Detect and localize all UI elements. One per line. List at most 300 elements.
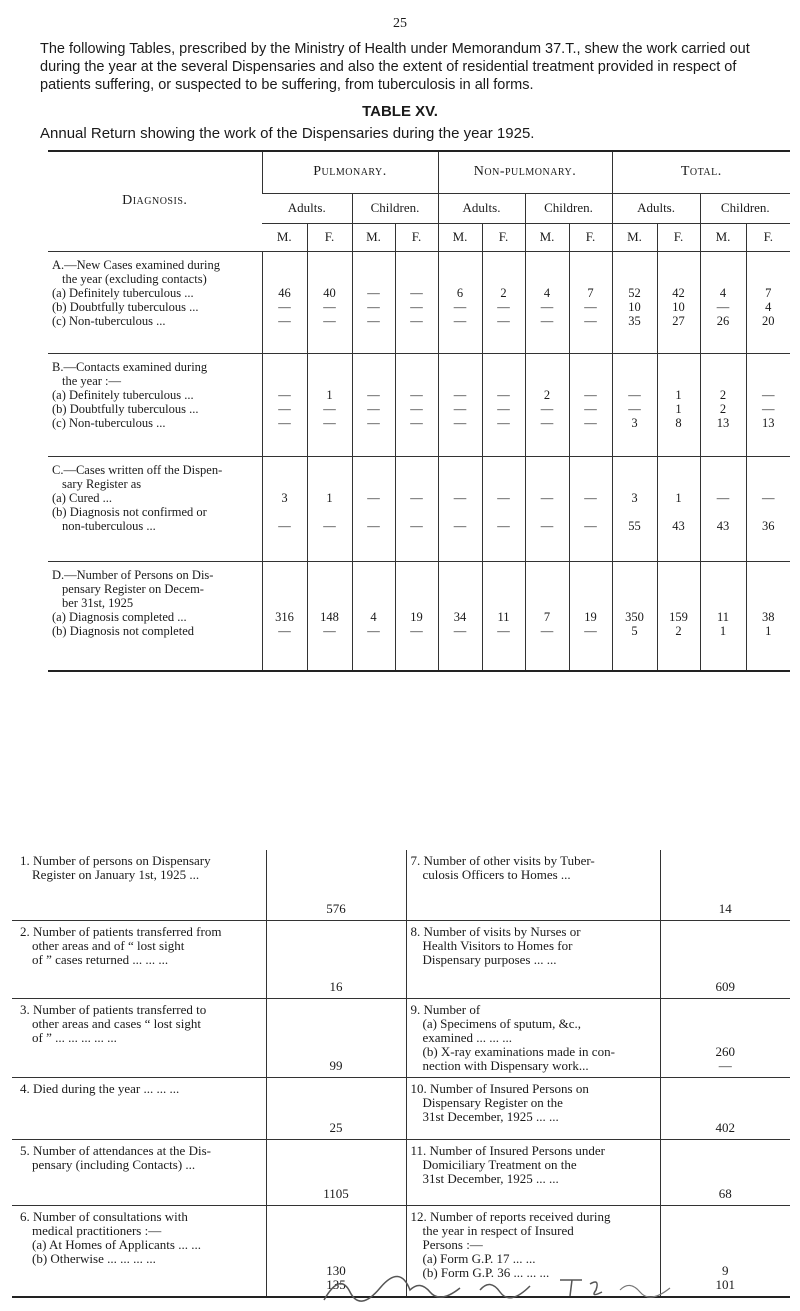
item-line: Persons :— xyxy=(422,1236,483,1252)
cell-value: — xyxy=(278,518,291,533)
sex-header-m: M. xyxy=(525,223,569,251)
data-cell xyxy=(395,353,438,456)
cell-value: — xyxy=(497,401,510,416)
section-row xyxy=(48,353,790,456)
data-cell xyxy=(482,561,525,671)
cell-value: — xyxy=(367,285,380,300)
cell-value xyxy=(747,505,791,519)
cell-value: — xyxy=(584,299,597,314)
cell-value: — xyxy=(367,387,380,402)
cell-value: 40 xyxy=(323,285,336,300)
label-line: D.—Number of Persons on Dis- xyxy=(52,567,214,582)
cell-value xyxy=(701,505,746,519)
cell-value: 2 xyxy=(500,285,507,300)
cell-value: 4 xyxy=(719,285,727,300)
item-line: 9. Number of xyxy=(410,1001,481,1017)
item-line: Register on January 1st, 1925 ... xyxy=(32,867,200,882)
cell-value: 7 xyxy=(765,285,772,300)
summary-item-label xyxy=(12,1077,266,1139)
cell-value: 43 xyxy=(672,518,685,533)
cell-value: 1 xyxy=(719,623,727,638)
sex-header-f: F. xyxy=(746,223,790,251)
cell-value: 35 xyxy=(628,313,641,328)
section-row xyxy=(48,456,790,561)
cell-value: — xyxy=(410,387,423,402)
label-line: (b) Doubtfully tuberculous ... xyxy=(52,401,199,416)
value: 101 xyxy=(715,1277,735,1292)
cell-value: 52 xyxy=(628,285,641,300)
cell-value: 1 xyxy=(675,387,682,402)
data-cell xyxy=(746,251,790,353)
cell-value: — xyxy=(367,518,380,533)
cell-value: — xyxy=(453,490,467,505)
cell-value: — xyxy=(410,299,423,314)
pulmonary-adults-header: Adults. xyxy=(262,193,352,223)
item-line: 6. Number of consultations with xyxy=(20,1208,188,1224)
section-label xyxy=(48,561,262,671)
cell-value: — xyxy=(278,313,291,328)
label-line: (b) Doubtfully tuberculous ... xyxy=(52,299,199,314)
data-cell xyxy=(438,456,482,561)
cell-value: 1 xyxy=(675,490,682,505)
cell-value: — xyxy=(453,387,467,402)
summary-item-value xyxy=(266,920,406,998)
cell-value: — xyxy=(323,299,336,314)
sex-header-f: F. xyxy=(307,223,352,251)
cell-value xyxy=(570,505,612,519)
label-line: (a) Cured ... xyxy=(52,490,113,505)
cell-value: — xyxy=(410,285,423,300)
item-line: 31st December, 1925 ... ... xyxy=(422,1108,559,1124)
data-cell xyxy=(569,353,612,456)
data-cell xyxy=(482,456,525,561)
label-line: (a) Diagnosis completed ... xyxy=(52,609,187,624)
sex-header-f: F. xyxy=(569,223,612,251)
cell-value: 19 xyxy=(410,609,423,624)
diagnosis-header: Diagnosis. xyxy=(48,151,262,251)
section-row xyxy=(48,251,790,353)
summary-item-value xyxy=(660,998,790,1077)
cell-value: — xyxy=(762,401,775,416)
data-cell xyxy=(262,456,307,561)
data-cell xyxy=(352,561,395,671)
item-line: (a) Form G.P. 17 ... ... xyxy=(422,1250,536,1266)
cell-value: — xyxy=(584,415,597,430)
cell-value: — xyxy=(716,299,730,314)
summary-item-value xyxy=(660,850,790,920)
cell-value: 8 xyxy=(675,415,682,430)
cell-value: 6 xyxy=(456,285,464,300)
data-cell xyxy=(612,561,657,671)
sex-header-m: M. xyxy=(262,223,307,251)
label-line: the year (excluding contacts) xyxy=(62,271,207,286)
cell-value: 350 xyxy=(625,609,644,624)
cell-value: — xyxy=(584,490,597,505)
section-row xyxy=(48,561,790,671)
cell-value: 13 xyxy=(762,415,775,430)
summary-item-label xyxy=(406,1139,660,1205)
summary-item-label xyxy=(406,920,660,998)
sex-header-m: M. xyxy=(700,223,746,251)
cell-value: 3 xyxy=(281,490,288,505)
data-cell xyxy=(262,251,307,353)
item-line: 7. Number of other visits by Tuber- xyxy=(410,853,595,868)
label-line: A.—New Cases examined during xyxy=(52,257,221,272)
data-cell xyxy=(352,353,395,456)
cell-value: 42 xyxy=(672,285,685,300)
cell-value: — xyxy=(584,623,597,638)
cell-value: — xyxy=(453,415,467,430)
section-label xyxy=(48,456,262,561)
cell-value: 316 xyxy=(275,609,294,624)
section-label xyxy=(48,353,262,456)
summary-item-label xyxy=(406,850,660,920)
item-line: 31st December, 1925 ... ... xyxy=(422,1170,559,1186)
cell-value: — xyxy=(410,623,423,638)
item-line: 8. Number of visits by Nurses or xyxy=(410,923,581,939)
label-line: B.—Contacts examined during xyxy=(52,359,208,374)
value: 609 xyxy=(715,978,735,994)
item-line: Dispensary Register on the xyxy=(422,1094,563,1110)
cell-value xyxy=(308,505,352,519)
summary-item-value xyxy=(266,1139,406,1205)
value: — xyxy=(718,1057,732,1073)
item-line: medical practitioners :— xyxy=(32,1222,162,1238)
cell-value: 7 xyxy=(543,609,551,624)
cell-value: 3 xyxy=(631,490,638,505)
cell-value: — xyxy=(584,401,597,416)
cell-value: 3 xyxy=(631,415,638,430)
cell-value: 4 xyxy=(370,609,377,624)
item-line: (b) Otherwise ... ... ... ... xyxy=(32,1250,156,1266)
cell-value: — xyxy=(497,299,510,314)
data-cell xyxy=(700,456,746,561)
cell-value: — xyxy=(278,623,291,638)
cell-value: — xyxy=(540,518,554,533)
value: 14 xyxy=(718,900,732,916)
item-line: culosis Officers to Homes ... xyxy=(422,867,571,882)
data-cell xyxy=(700,353,746,456)
data-cell xyxy=(307,353,352,456)
cell-value: 36 xyxy=(762,518,775,533)
cell-value: — xyxy=(584,518,597,533)
cell-value: — xyxy=(628,401,641,416)
item-line: 2. Number of patients transferred from xyxy=(20,923,222,939)
item-line: 3. Number of patients transferred to xyxy=(20,1001,207,1017)
cell-value: — xyxy=(410,518,423,533)
cell-value: — xyxy=(540,401,554,416)
cell-value: 2 xyxy=(675,623,682,638)
cell-value: — xyxy=(584,313,597,328)
cell-value: 2 xyxy=(543,387,551,402)
total-children-header: Children. xyxy=(700,193,790,223)
data-cell xyxy=(700,251,746,353)
item-line: (b) X-ray examinations made in con- xyxy=(422,1043,615,1059)
data-cell xyxy=(612,456,657,561)
cell-value: 34 xyxy=(453,609,467,624)
item-line: 10. Number of Insured Persons on xyxy=(410,1080,589,1096)
sex-header-f: F. xyxy=(395,223,438,251)
total-header: Total. xyxy=(612,151,790,193)
cell-value: — xyxy=(762,387,775,402)
dispensary-work-table xyxy=(48,150,790,672)
item-line: (b) Form G.P. 36 ... ... ... xyxy=(422,1264,550,1280)
cell-value: — xyxy=(497,387,510,402)
sex-header-f: F. xyxy=(482,223,525,251)
data-cell xyxy=(482,251,525,353)
cell-value: — xyxy=(453,401,467,416)
cell-value: 38 xyxy=(762,609,775,624)
summary-item-value xyxy=(266,850,406,920)
summary-item-label xyxy=(12,1139,266,1205)
data-cell xyxy=(525,456,569,561)
cell-value: 7 xyxy=(587,285,594,300)
value: 402 xyxy=(715,1119,735,1135)
data-cell xyxy=(395,251,438,353)
cell-value: 1 xyxy=(326,387,333,402)
data-cell xyxy=(395,561,438,671)
value: 9 xyxy=(722,1263,729,1278)
cell-value: — xyxy=(540,299,554,314)
cell-value: — xyxy=(410,313,423,328)
cell-value: — xyxy=(497,518,510,533)
item-line: pensary (including Contacts) ... xyxy=(32,1156,196,1172)
cell-value: — xyxy=(410,415,423,430)
data-cell xyxy=(657,561,700,671)
cell-value: 19 xyxy=(584,609,597,624)
cell-value: — xyxy=(367,490,380,505)
summary-row xyxy=(12,998,790,1077)
cell-value xyxy=(439,505,482,519)
non-pulmonary-header: Non-pulmonary. xyxy=(438,151,612,193)
cell-value: — xyxy=(323,401,336,416)
item-line: Domiciliary Treatment on the xyxy=(422,1156,577,1172)
cell-value: — xyxy=(497,415,510,430)
cell-value: — xyxy=(497,313,510,328)
cell-value: — xyxy=(323,518,336,533)
cell-value: — xyxy=(540,313,554,328)
value: 68 xyxy=(718,1185,732,1201)
data-cell xyxy=(746,456,790,561)
data-cell xyxy=(438,561,482,671)
data-cell xyxy=(657,251,700,353)
summary-item-value xyxy=(660,920,790,998)
item-line: other areas and of “ lost sight xyxy=(32,937,185,953)
label-line: non-tuberculous ... xyxy=(62,518,156,533)
cell-value: — xyxy=(323,623,336,638)
data-cell xyxy=(395,456,438,561)
label-line: the year :— xyxy=(62,373,122,388)
sex-header-m: M. xyxy=(612,223,657,251)
label-line: sary Register as xyxy=(62,476,142,491)
cell-value: 43 xyxy=(716,518,730,533)
summary-row xyxy=(12,920,790,998)
label-line: (a) Definitely tuberculous ... xyxy=(52,387,194,402)
summary-item-value xyxy=(660,1077,790,1139)
cell-value: 4 xyxy=(543,285,551,300)
data-cell xyxy=(307,561,352,671)
item-line: 4. Died during the year ... ... ... xyxy=(20,1080,180,1096)
value: 130 xyxy=(326,1263,346,1278)
cell-value: — xyxy=(367,299,380,314)
data-cell xyxy=(612,251,657,353)
cell-value: — xyxy=(278,299,291,314)
data-cell xyxy=(700,561,746,671)
data-cell xyxy=(569,251,612,353)
cell-value: 13 xyxy=(716,415,730,430)
cell-value: — xyxy=(584,387,597,402)
item-line: examined ... ... ... xyxy=(422,1029,513,1045)
cell-value: 11 xyxy=(497,609,510,624)
summary-item-label xyxy=(12,1205,266,1297)
cell-value xyxy=(263,505,307,519)
data-cell xyxy=(525,561,569,671)
table-title: TABLE XV. xyxy=(362,103,438,120)
cell-value: — xyxy=(716,490,730,505)
cell-value: — xyxy=(497,623,510,638)
item-line: (a) At Homes of Applicants ... ... xyxy=(32,1236,201,1252)
cell-value: 2 xyxy=(719,401,727,416)
summary-table xyxy=(12,850,790,1298)
item-line: 11. Number of Insured Persons under xyxy=(410,1142,605,1158)
item-line: nection with Dispensary work... xyxy=(422,1057,589,1073)
cell-value: 2 xyxy=(719,387,727,402)
item-line: Dispensary purposes ... ... xyxy=(422,951,557,967)
label-line: (c) Non-tuberculous ... xyxy=(52,313,166,328)
data-cell xyxy=(307,456,352,561)
data-cell xyxy=(569,456,612,561)
page-number: 25 xyxy=(393,16,407,31)
cell-value: 55 xyxy=(628,518,641,533)
value: 99 xyxy=(329,1057,343,1073)
item-line: (a) Specimens of sputum, &c., xyxy=(422,1015,581,1031)
cell-value: 4 xyxy=(765,299,772,314)
summary-item-value xyxy=(266,1077,406,1139)
cell-value xyxy=(526,505,569,519)
data-cell xyxy=(262,561,307,671)
data-cell xyxy=(657,353,700,456)
cell-value: 5 xyxy=(631,623,638,638)
value: 260 xyxy=(715,1043,735,1059)
summary-row xyxy=(12,850,790,920)
cell-value xyxy=(613,505,657,519)
item-line: of ” ... ... ... ... ... xyxy=(32,1029,117,1045)
cell-value xyxy=(353,505,395,519)
summary-row xyxy=(12,1077,790,1139)
cell-value: — xyxy=(628,387,641,402)
data-cell xyxy=(612,353,657,456)
cell-value: 1 xyxy=(326,490,333,505)
item-line: other areas and cases “ lost sight xyxy=(32,1015,201,1031)
section-label xyxy=(48,251,262,353)
value: 135 xyxy=(326,1277,346,1292)
pulmonary-header: Pulmonary. xyxy=(262,151,438,193)
cell-value: — xyxy=(540,623,554,638)
cell-value: 1 xyxy=(765,623,772,638)
label-line: (c) Non-tuberculous ... xyxy=(52,415,166,430)
item-line: 12. Number of reports received during xyxy=(410,1208,611,1224)
value: 576 xyxy=(326,900,346,916)
non-pulmonary-adults-header: Adults. xyxy=(438,193,525,223)
summary-item-label xyxy=(12,998,266,1077)
data-cell xyxy=(438,353,482,456)
pulmonary-children-header: Children. xyxy=(352,193,438,223)
cell-value: — xyxy=(410,490,423,505)
cell-value: — xyxy=(323,313,336,328)
data-cell xyxy=(438,251,482,353)
cell-value: — xyxy=(367,313,380,328)
cell-value: — xyxy=(453,518,467,533)
cell-value: — xyxy=(540,490,554,505)
cell-value: — xyxy=(453,623,467,638)
summary-item-label xyxy=(12,850,266,920)
cell-value: — xyxy=(367,415,380,430)
summary-item-value xyxy=(660,1139,790,1205)
item-line: of ” cases returned ... ... ... xyxy=(32,951,169,967)
data-cell xyxy=(746,561,790,671)
data-cell xyxy=(657,456,700,561)
data-cell xyxy=(482,353,525,456)
total-adults-header: Adults. xyxy=(612,193,700,223)
summary-item-label xyxy=(12,920,266,998)
label-line: (a) Definitely tuberculous ... xyxy=(52,285,194,300)
cell-value: — xyxy=(323,415,336,430)
value: 16 xyxy=(329,978,343,994)
cell-value: 10 xyxy=(628,299,641,314)
summary-item-label xyxy=(406,998,660,1077)
item-line: Health Visitors to Homes for xyxy=(422,937,573,953)
cell-value: 27 xyxy=(672,313,685,328)
label-line: C.—Cases written off the Dispen- xyxy=(52,462,223,477)
cell-value: 11 xyxy=(717,609,730,624)
cell-value: — xyxy=(367,623,380,638)
cell-value: 10 xyxy=(672,299,685,314)
label-line: pensary Register on Decem- xyxy=(62,581,204,596)
label-line: ber 31st, 1925 xyxy=(62,595,134,610)
intro-paragraph: The following Tables, prescribed by the Ministry of Health under Memorandum 37.T., shew the work carried out during the year at the several Dispensaries and also the extent of residential treatment provided in respect of patients suffering, or suspected to be suffering, from tuberculosis in all forms. xyxy=(40,41,750,93)
cell-value: 20 xyxy=(762,313,775,328)
sex-header-f: F. xyxy=(657,223,700,251)
data-cell xyxy=(307,251,352,353)
cell-value: 1 xyxy=(675,401,682,416)
summary-row xyxy=(12,1139,790,1205)
cell-value: — xyxy=(497,490,510,505)
cell-value: — xyxy=(278,401,291,416)
value: 25 xyxy=(329,1119,343,1135)
cell-value: — xyxy=(762,490,775,505)
cell-value: 148 xyxy=(320,609,339,624)
value: 1105 xyxy=(323,1185,349,1201)
item-line: 1. Number of persons on Dispensary xyxy=(20,853,211,868)
summary-item-value xyxy=(266,998,406,1077)
data-cell xyxy=(525,251,569,353)
label-line: (b) Diagnosis not completed xyxy=(52,623,194,638)
data-cell xyxy=(746,353,790,456)
cell-value xyxy=(658,505,700,519)
data-cell xyxy=(569,561,612,671)
cell-value: — xyxy=(278,415,291,430)
cell-value: 159 xyxy=(669,609,688,624)
cell-value: — xyxy=(278,387,291,402)
data-cell xyxy=(525,353,569,456)
cell-value: — xyxy=(410,401,423,416)
cell-value: — xyxy=(453,299,467,314)
table-subtitle: Annual Return showing the work of the Dispensaries during the year 1925. xyxy=(40,125,535,142)
summary-item-label xyxy=(406,1077,660,1139)
cell-value: 46 xyxy=(278,285,291,300)
sex-header-m: M. xyxy=(438,223,482,251)
data-cell xyxy=(262,353,307,456)
